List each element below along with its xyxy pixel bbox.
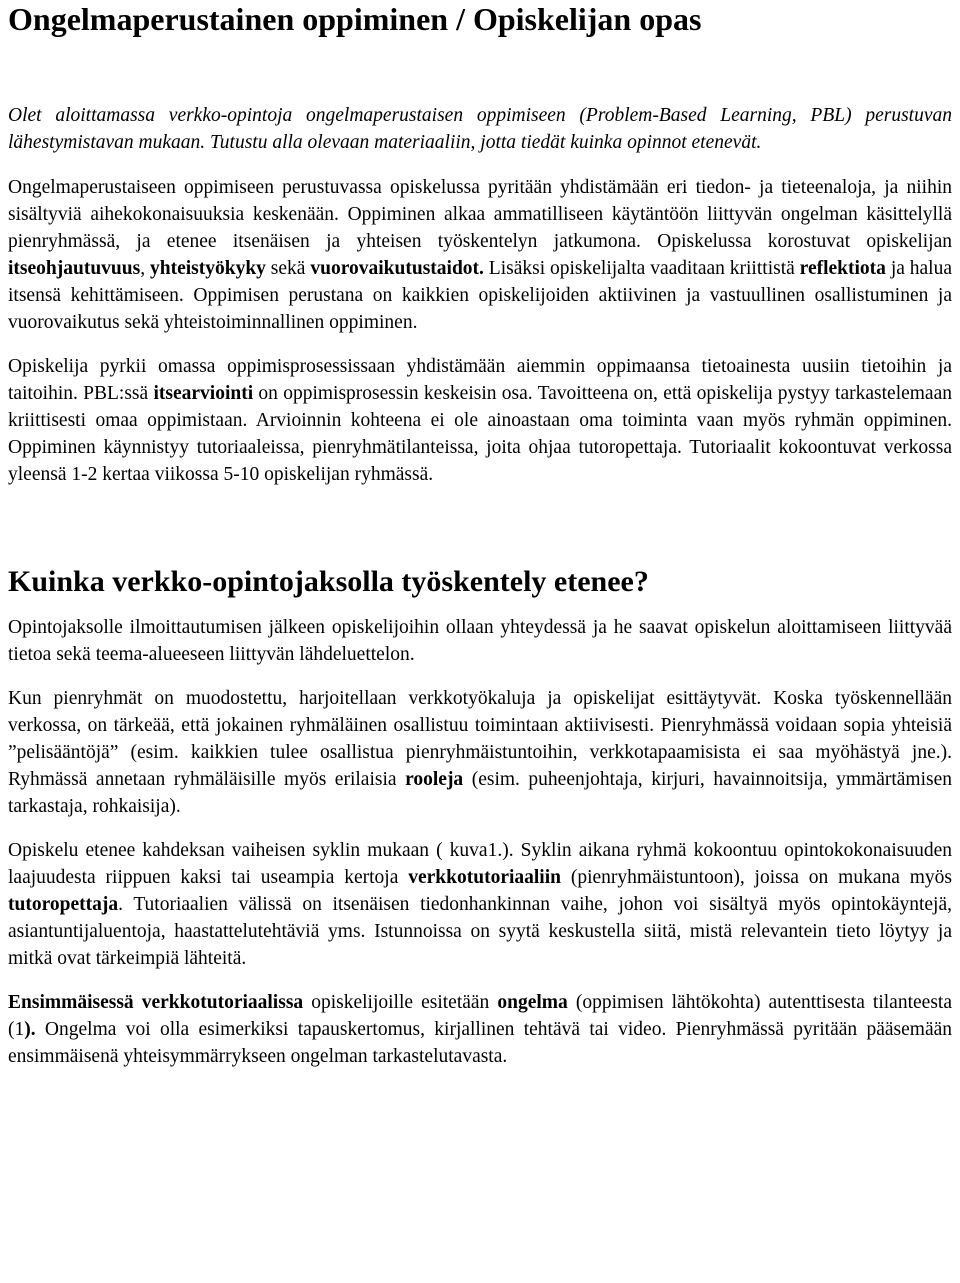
section-heading: Kuinka verkko-opintojaksolla työskentely etenee?: [8, 565, 649, 598]
paragraph-study-cycle: Opiskelu etenee kahdeksan vaiheisen syklin mukaan ( kuva1.). Syklin aikana ryhmä kokoontuu opintokokonaisuuden laajuudesta riippuen kaksi tai useampia kertoja verkkotutoriaaliin (pienryhmäistuntoon), joissa on mukana myös tutoropettaja. Tutoriaalien välissä on itsenäisen tiedonhankinnan vaihe, johon voi sisältyä myös opintokäyntejä, asiantuntijaluentoja, haastattelutehtäviä yms. Istunnoissa on syytä keskustella siitä, mistä relevantein tieto löytyy ja mitkä ovat tärkeimpiä lähteitä.: [8, 840, 952, 969]
paragraph-self-assessment: Opiskelija pyrkii omassa oppimisprosessissaan yhdistämään aiemmin oppimaansa tietoainesta uusiin tietoihin ja taitoihin. PBL:ssä itsearviointi on oppimisprosessin keskeisin osa. Tavoitteena on, että opiskelija pystyy tarkastelemaan kriittisesti omaa oppimistaan. Arvioinnin kohteena ei ole ainoastaan oma toiminta vaan myös ryhmän oppiminen. Oppiminen käynnistyy tutoriaaleissa, pienryhmätilanteissa, joita ohjaa tutoropettaja. Tutoriaalit kokoontuvat verkossa yleensä 1-2 kertaa viikossa 5-10 opiskelijan ryhmässä.: [8, 356, 952, 485]
intro-paragraph: Olet aloittamassa verkko-opintoja ongelmaperustaisen oppimiseen (Problem-Based Learning, PBL) perustuvan lähestymistavan mukaan. Tutustu alla olevaan materiaaliin, jotta tiedät kuinka opinnot etenevät.: [8, 105, 952, 153]
keyword-verkkotutoriaaliin: verkkotutoriaaliin: [408, 867, 561, 888]
paragraph-first-tutorial: Ensimmäisessä verkkotutoriaalissa opiskelijoille esitetään ongelma (oppimisen lähtökohta) autenttisesta tilanteesta (1). Ongelma voi olla esimerkiksi tapauskertomus, kirjallinen tehtävä tai video. Pienryhmässä pyritään pääsemään ensimmäisenä yhteisymmärrykseen ongelman tarkastelutavasta.: [8, 992, 952, 1067]
keyword-rooleja: rooleja: [405, 769, 464, 790]
keyword-vuorovaikutustaidot: vuorovaikutustaidot.: [310, 258, 484, 279]
paragraph-enrollment: Opintojaksolle ilmoittautumisen jälkeen opiskelijoihin ollaan yhteydessä ja he saavat opiskelun aloittamiseen liittyvää tietoa sekä teema-alueeseen liittyvän lähdeluettelon.: [8, 617, 952, 665]
keyword-itsearviointi: itsearviointi: [153, 383, 254, 404]
keyword-yhteistyokyky: yhteistyökyky: [149, 258, 266, 279]
keyword-ongelma: ongelma: [497, 992, 568, 1013]
paragraph-small-groups: Kun pienryhmät on muodostettu, harjoitellaan verkkotyökaluja ja opiskelijat esittäytyvät. Koska työskennellään verkossa, on tärkeää, että jokainen ryhmäläinen osallistuu toimintaan aktiivisesti. Pienryhmässä voidaan sopia yhteisiä ”pelisääntöjä” (esim. kaikkien tulee osallistua pienryhmäistuntoihin, verkkotapaamisista ei saa myöhästyä jne.). Ryhmässä annetaan ryhmäläisille myös erilaisia rooleja (esim. puheenjohtaja, kirjuri, havainnoitsija, ymmärtämisen tarkastaja, rohkaisija).: [8, 688, 953, 817]
keyword-itseohjautuvuus: itseohjautuvuus: [8, 258, 141, 279]
keyword-ensimmainen-verkkotutoriaali: Ensimmäisessä verkkotutoriaalissa: [8, 992, 304, 1013]
keyword-tutoropettaja: tutoropettaja: [8, 894, 119, 915]
page-title: Ongelmaperustainen oppiminen / Opiskelijan opas: [8, 1, 702, 37]
keyword-reflektiota: reflektiota: [799, 258, 886, 279]
paragraph-pbl-description: Ongelmaperustaiseen oppimiseen perustuvassa opiskelussa pyritään yhdistämään eri tiedon- ja tieteenaloja, ja niihin sisältyviä aihekokonaisuuksia keskenään. Oppiminen alkaa ammatilliseen käytäntöön liittyvän ongelman käsittelyllä pienryhmässä, ja etenee itsenäisen ja yhteisen työskentelyn jatkumona. Opiskelussa korostuvat opiskelijan itseohjautuvuus, yhteistyökyky sekä vuorovaikutustaidot. Lisäksi opiskelijalta vaaditaan kriittistä reflektiota ja halua itsensä kehittämiseen. Oppimisen perustana on kaikkien opiskelijoiden aktiivinen ja vastuullinen osallistuminen ja vuorovaikutus sekä yhteistoiminnallinen oppiminen.: [8, 177, 953, 333]
